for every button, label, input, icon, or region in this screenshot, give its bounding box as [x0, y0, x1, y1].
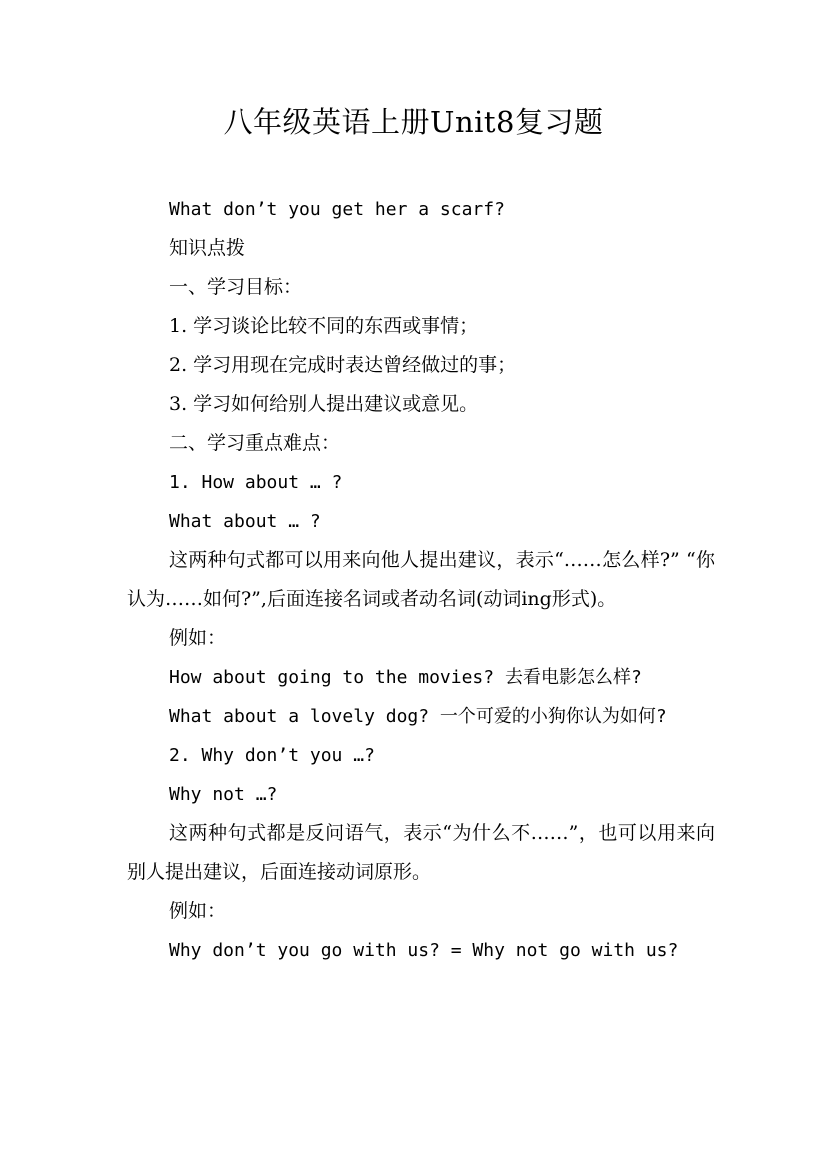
key-point-1-explanation: 这两种句式都可以用来向他人提出建议，表示“……怎么样?” “你认为……如何?”,后面连接名词或者动名词(动词ing形式)。	[127, 549, 715, 610]
key-point-2-pattern-a: 2. Why don’t you …?	[169, 745, 375, 766]
key-point-2-explanation: 这两种句式都是反问语气，表示“为什么不……”，也可以用来向别人提出建议，后面连接动词原形。	[127, 822, 715, 883]
example-sentence-3: Why don’t you go with us? = Why not go with us?	[169, 940, 679, 961]
paragraph-unit-question: What don’t you get her a scarf?	[169, 199, 505, 220]
example-label-1: 例如：	[169, 627, 227, 649]
goal-item-2: 2. 学习用现在完成时表达曾经做过的事；	[169, 354, 517, 376]
key-point-1-pattern-b: What about … ?	[169, 511, 321, 532]
document-title: 八年级英语上册Unit8复习题	[223, 105, 604, 139]
heading-key-points: 二、学习重点难点：	[169, 432, 341, 454]
example-label-2: 例如：	[169, 900, 227, 922]
example-sentence-2: What about a lovely dog? 一个可爱的小狗你认为如何?	[169, 706, 667, 727]
key-point-2-pattern-b: Why not …?	[169, 784, 278, 805]
paragraph-section-label: 知识点拨	[169, 237, 246, 259]
document-body	[127, 190, 715, 970]
heading-learning-goals: 一、学习目标：	[169, 276, 303, 298]
example-sentence-1: How about going to the movies? 去看电影怎么样?	[169, 667, 642, 688]
key-point-1-pattern-a: 1. How about … ?	[169, 472, 343, 493]
goal-item-3: 3. 学习如何给别人提出建议或意见。	[169, 393, 479, 415]
goal-item-1: 1. 学习谈论比较不同的东西或事情；	[169, 315, 479, 337]
